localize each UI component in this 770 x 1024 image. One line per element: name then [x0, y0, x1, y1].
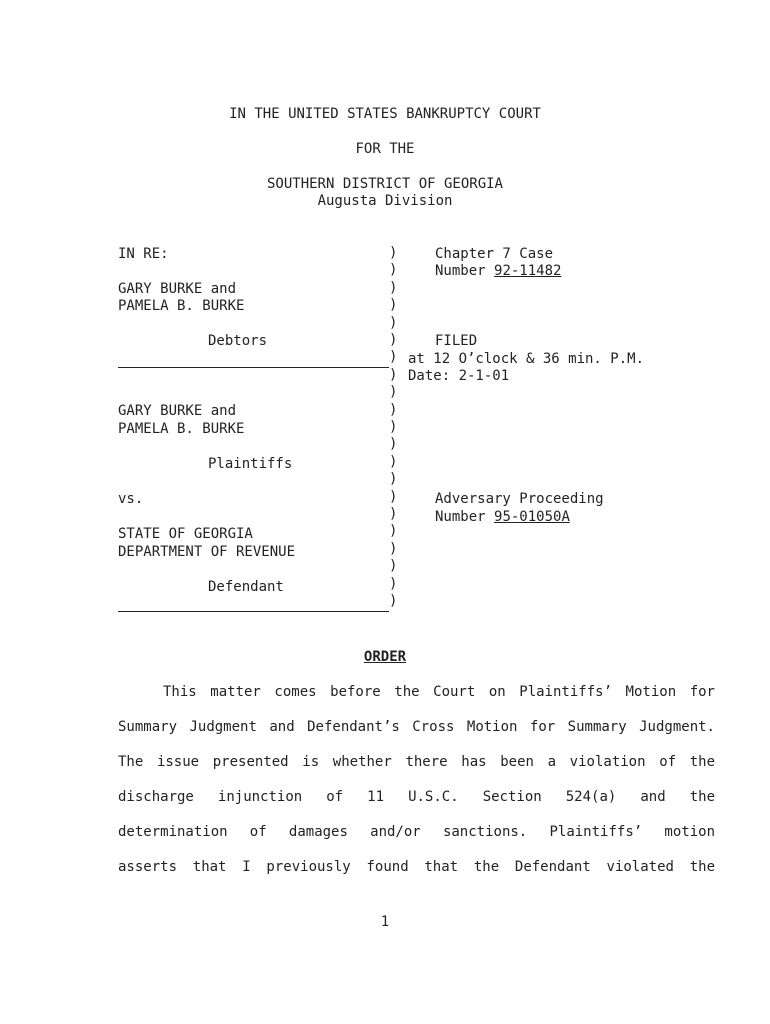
paren: )	[389, 471, 398, 488]
body-line: The issue presented is whether there has been a violation of the	[118, 754, 715, 770]
debtor-name-2: PAMELA B. BURKE	[118, 298, 245, 314]
plaintiff-name-2: PAMELA B. BURKE	[118, 421, 245, 437]
court-for-the: FOR THE	[355, 141, 415, 157]
case-number-value: 92-11482	[494, 263, 562, 279]
paren: )	[389, 401, 398, 418]
case-number	[435, 262, 561, 280]
in-re-label: IN RE:	[118, 246, 169, 262]
paren: )	[389, 262, 398, 279]
paren: )	[389, 349, 398, 366]
paren: )	[389, 523, 398, 540]
case-number-prefix: Number	[435, 263, 495, 279]
paren: )	[389, 332, 398, 348]
paren: )	[389, 436, 398, 453]
paren: )	[389, 453, 398, 470]
paren: )	[389, 575, 398, 592]
debtors-label: Debtors	[208, 333, 268, 349]
body-line: This matter comes before the Court on Plaintiffs’ Motion for	[163, 684, 715, 700]
defendant-name-1: STATE OF GEORGIA	[118, 526, 253, 542]
body-line: determination of damages and/or sanctions. Plaintiffs’ motion	[118, 824, 715, 840]
paren: )	[389, 366, 398, 383]
versus-label: vs.	[118, 491, 144, 507]
filed-date: Date: 2-1-01	[408, 368, 510, 384]
adversary-number	[435, 508, 570, 526]
paren: )	[389, 540, 398, 557]
paren: )	[389, 593, 398, 609]
court-district: SOUTHERN DISTRICT OF GEORGIA	[266, 176, 503, 192]
paren: )	[389, 384, 398, 401]
paren: )	[389, 297, 398, 314]
adversary-number-prefix: Number	[435, 509, 495, 525]
debtor-name-1: GARY BURKE and	[118, 281, 237, 297]
caption-divider-1	[118, 367, 389, 368]
order-title: ORDER	[363, 649, 407, 665]
paren: )	[389, 419, 398, 435]
page-number: 1	[380, 914, 390, 930]
court-division: Augusta Division	[317, 193, 453, 209]
defendant-label: Defendant	[208, 579, 284, 595]
chapter-case-label: Chapter 7 Case	[435, 246, 554, 262]
paren: )	[389, 506, 398, 522]
paren: )	[389, 245, 398, 261]
body-line: discharge injunction of 11 U.S.C. Section 524(a) and the	[118, 789, 715, 805]
filed-time: at 12 O’clock & 36 min. P.M.	[408, 351, 645, 367]
body-line: Summary Judgment and Defendant’s Cross Motion for Summary Judgment.	[118, 719, 715, 735]
paren: )	[389, 558, 398, 575]
caption-divider-2	[118, 611, 389, 612]
adversary-number-value: 95-01050A	[494, 509, 570, 525]
paren: )	[389, 488, 398, 505]
filed-label: FILED	[435, 333, 478, 349]
paren: )	[389, 279, 398, 296]
adversary-proceeding-label: Adversary Proceeding	[435, 491, 604, 507]
body-line: asserts that I previously found that the Defendant violated the	[118, 859, 715, 875]
plaintiffs-label: Plaintiffs	[208, 456, 293, 472]
court-title: IN THE UNITED STATES BANKRUPTCY COURT	[229, 106, 541, 122]
defendant-name-2: DEPARTMENT OF REVENUE	[118, 544, 296, 560]
paren: )	[389, 314, 398, 331]
plaintiff-name-1: GARY BURKE and	[118, 403, 237, 419]
